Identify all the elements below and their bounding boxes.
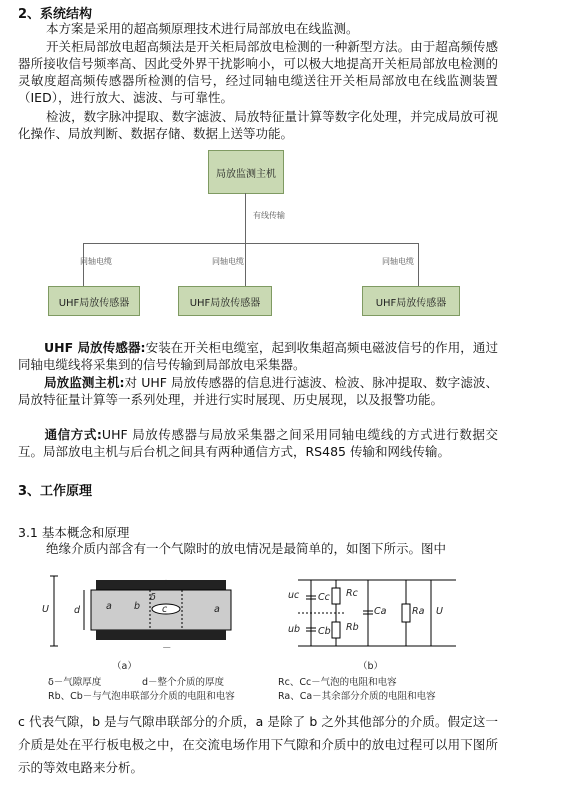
paragraph: c 代表气隙，b 是与气隙串联部分的介质，a 是除了 b 之外其他部分的介质。假定这一介质是处在平行板电极之中，在交流电场作用下气隙和介质中的放电过程可以用下图所示的等效电路来分析。	[18, 714, 498, 775]
symbol-b: b	[134, 601, 141, 612]
definition-text: 对 UHF 局放传感器的信息进行滤波、检波、脉冲提取、数字滤波、局放特征量计算等一系列处理，并进行实时展现、历史展现，以及报警功能。	[18, 375, 498, 407]
cable-label: 同轴电缆	[382, 257, 414, 266]
symbol-Cb: Cb	[318, 626, 331, 637]
symbol-uc: uc	[288, 590, 300, 601]
caption: δ－气隙厚度	[48, 677, 102, 688]
symbol-delta: δ	[150, 592, 156, 603]
connector	[83, 243, 418, 244]
paragraph: 开关柜局部放电超高频法是开关柜局部放电检测的一种新型方法。由于超高频传感器所接收信号频率高、因此受外界干扰影响小，可以极大地提高开关柜局部放电检测的灵敏度超高频传感器所检测的信号，经过同轴电缆送往开关柜局部放电在线监测装置（IED），进行放大、滤波、与可靠性。	[18, 39, 498, 105]
definition-text: UHF 局放传感器与局放采集器之间采用同轴电缆线的方式进行数据交互。局部放电主机与后台机之间具有两种通信方式，RS485 传输和网线传输。	[18, 427, 498, 459]
cable-label: 同轴电缆	[212, 257, 244, 266]
paragraph: 本方案是采用的超高频原理技术进行局部放电在线监测。	[46, 21, 359, 36]
paragraph: 绝缘介质内部含有一个气隙时的放电情况是最简单的，如图下所示。图中	[46, 541, 447, 556]
definition-term: 局放监测主机:	[44, 375, 125, 390]
definition-term: UHF 局放传感器:	[44, 340, 146, 355]
host-box: 局放监测主机	[208, 150, 284, 194]
symbol-Ca: Ca	[374, 606, 387, 617]
symbol-a: a	[106, 601, 112, 612]
symbol-Rc: Rc	[346, 588, 358, 599]
caption: Ra、Ca－其余部分介质的电阻和电容	[278, 691, 436, 702]
definition-host	[18, 374, 498, 408]
connector	[245, 193, 246, 243]
symbol-a: a	[214, 604, 220, 615]
definition-term: 通信方式:	[44, 427, 102, 442]
symbol-U: U	[42, 604, 49, 615]
symbol-Ra: Ra	[412, 606, 425, 617]
paragraph: 检波，数字脉冲提取、数字滤波、局放特征量计算等数字化处理，并完成局放可视化操作、局放判断、数据存储、数据上送等功能。	[18, 109, 498, 141]
sensor-box: UHF局放传感器	[178, 286, 272, 316]
cable-label: 同轴电缆	[80, 257, 112, 266]
symbol-c: c	[162, 604, 168, 615]
subsection-heading: 3.1 基本概念和原理	[18, 525, 130, 540]
symbol-plus: +	[162, 578, 170, 589]
wired-label: 有线传输	[253, 211, 285, 220]
figure-a-label: （a）	[112, 661, 137, 672]
sensor-box: UHF局放传感器	[362, 286, 460, 316]
caption: d－整个介质的厚度	[142, 677, 225, 688]
symbol-Rb: Rb	[346, 622, 359, 633]
caption: Rb、Cb－与气泡串联部分介质的电阻和电容	[48, 691, 235, 702]
section-3-heading: 3、工作原理	[18, 484, 93, 499]
section-2-heading: 2、系统结构	[18, 7, 93, 22]
definition-comm	[18, 426, 498, 460]
symbol-Cc: Cc	[318, 592, 330, 603]
symbol-minus: －	[162, 643, 172, 654]
sensor-box: UHF局放传感器	[48, 286, 140, 316]
definition-text: 安装在开关柜电缆室，起到收集超高频电磁波信号的作用，通过同轴电缆线将采集到的信号传输到局部放电采集器。	[18, 340, 498, 372]
caption: Rc、Cc－气泡的电阻和电容	[278, 677, 397, 688]
connector	[418, 243, 419, 286]
symbol-ub: ub	[288, 624, 301, 635]
dielectric-figure	[36, 566, 506, 674]
definition-sensor	[18, 339, 498, 373]
symbol-d: d	[74, 605, 81, 616]
symbol-U: U	[436, 606, 443, 617]
figure-b-label: （b）	[358, 661, 384, 672]
connector	[245, 243, 246, 286]
